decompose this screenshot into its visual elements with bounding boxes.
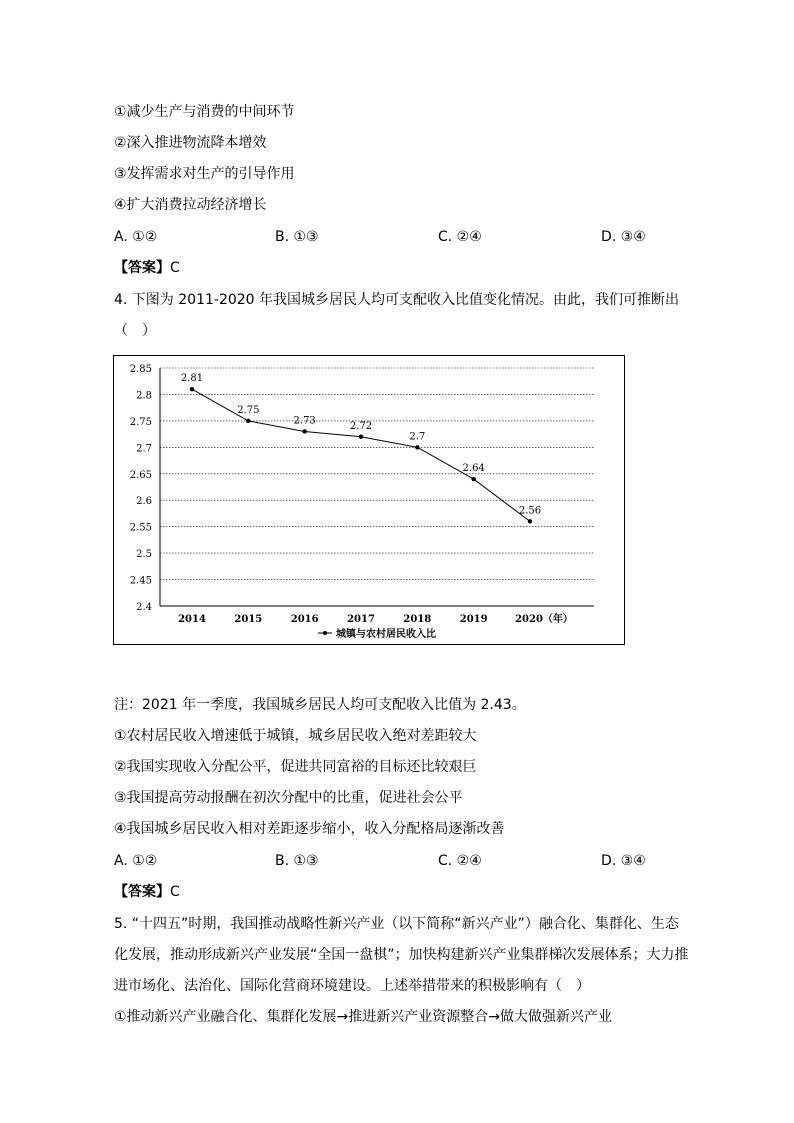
x-tick-label: 2015 bbox=[234, 614, 263, 625]
q4-stem-blank: （ ） bbox=[114, 323, 156, 339]
q4-answer bbox=[114, 882, 180, 902]
data-label: 2.72 bbox=[349, 420, 373, 432]
q4-item-3: ③我国提高劳动报酬在初次分配中的比重，促进社会公平 bbox=[114, 790, 463, 806]
q5-stem-line-1: 5. “十四五”时期，我国推动战略性新兴产业（以下简称“新兴产业”）融合化、集群化、生态 bbox=[114, 916, 679, 932]
q3-answer bbox=[114, 258, 180, 278]
legend-label: 城镇与农村居民收入比 bbox=[336, 629, 436, 640]
q5-stem-line-3: 进市场化、法治化、国际化营商环境建设。上述举措带来的积极影响有（ ） bbox=[114, 978, 590, 994]
q4-option-a[interactable]: A. ①② bbox=[114, 853, 158, 869]
y-tick-label: 2.4 bbox=[136, 602, 152, 613]
x-tick-label: 2018 bbox=[403, 614, 432, 625]
income-ratio-chart bbox=[113, 355, 625, 645]
y-tick-label: 2.5 bbox=[136, 549, 152, 561]
answer-tag: 【答案】 bbox=[114, 884, 170, 900]
q3-option-b[interactable]: B. ①③ bbox=[275, 229, 319, 245]
y-tick-label: 2.7 bbox=[136, 443, 152, 455]
q4-item-4: ④我国城乡居民收入相对差距逐步缩小，收入分配格局逐渐改善 bbox=[114, 821, 505, 837]
legend-marker bbox=[323, 631, 327, 635]
data-point bbox=[359, 435, 363, 439]
q3-item-2: ②深入推进物流降本增效 bbox=[114, 135, 267, 151]
q3-item-4: ④扩大消费拉动经济增长 bbox=[114, 197, 267, 213]
q5-item-1: ①推动新兴产业融合化、集群化发展→推进新兴产业资源整合→做大做强新兴产业 bbox=[114, 1009, 613, 1025]
answer-value: C bbox=[170, 884, 180, 900]
data-point bbox=[415, 445, 419, 449]
data-point bbox=[302, 429, 306, 433]
q3-option-d[interactable]: D. ③④ bbox=[601, 229, 646, 245]
q3-option-c[interactable]: C. ②④ bbox=[438, 229, 482, 245]
y-tick-label: 2.75 bbox=[129, 416, 152, 428]
data-point bbox=[246, 419, 250, 423]
q4-note: 注：2021 年一季度，我国城乡居民人均可支配收入比值为 2.43。 bbox=[114, 697, 526, 713]
chart-svg bbox=[114, 356, 624, 644]
q3-option-a[interactable]: A. ①② bbox=[114, 229, 158, 245]
q4-stem: 4. 下图为 2011-2020 年我国城乡居民人均可支配收入比值变化情况。由此，我们可推断出 bbox=[114, 292, 680, 308]
data-point bbox=[190, 387, 194, 391]
data-label: 2.75 bbox=[237, 404, 260, 416]
y-tick-label: 2.45 bbox=[129, 575, 152, 587]
q3-item-3: ③发挥需求对生产的引导作用 bbox=[114, 166, 295, 182]
q5-stem-line-2: 化发展，推动形成新兴产业发展“全国一盘棋”；加快构建新兴产业集群梯次发展体系；大力推 bbox=[114, 947, 689, 963]
q4-option-b[interactable]: B. ①③ bbox=[275, 853, 319, 869]
y-tick-label: 2.85 bbox=[129, 364, 152, 375]
q4-option-d[interactable]: D. ③④ bbox=[601, 853, 646, 869]
x-tick-label: 2014 bbox=[178, 614, 206, 625]
y-tick-label: 2.65 bbox=[129, 469, 152, 481]
answer-tag: 【答案】 bbox=[114, 260, 170, 276]
data-label: 2.7 bbox=[409, 431, 426, 443]
q4-item-1: ①农村居民收入增速低于城镇，城乡居民收入绝对差距较大 bbox=[114, 728, 477, 744]
x-tick-label: 2017 bbox=[347, 614, 375, 625]
y-tick-label: 2.55 bbox=[129, 522, 152, 534]
y-tick-label: 2.6 bbox=[136, 496, 152, 508]
x-tick-label: 2019 bbox=[459, 614, 488, 625]
answer-value: C bbox=[170, 260, 180, 276]
data-label: 2.81 bbox=[180, 373, 204, 385]
q3-item-1: ①减少生产与消费的中间环节 bbox=[114, 104, 295, 120]
data-point bbox=[471, 477, 475, 481]
q4-item-2: ②我国实现收入分配公平，促进共同富裕的目标还比较艰巨 bbox=[114, 759, 477, 775]
x-tick-label: 2020（年） bbox=[515, 614, 573, 625]
data-label: 2.56 bbox=[518, 505, 542, 517]
data-point bbox=[528, 519, 532, 523]
y-tick-label: 2.8 bbox=[136, 390, 152, 402]
x-tick-label: 2016 bbox=[290, 614, 319, 625]
data-label: 2.64 bbox=[462, 463, 485, 475]
data-label: 2.73 bbox=[293, 415, 316, 427]
q4-option-c[interactable]: C. ②④ bbox=[438, 853, 482, 869]
